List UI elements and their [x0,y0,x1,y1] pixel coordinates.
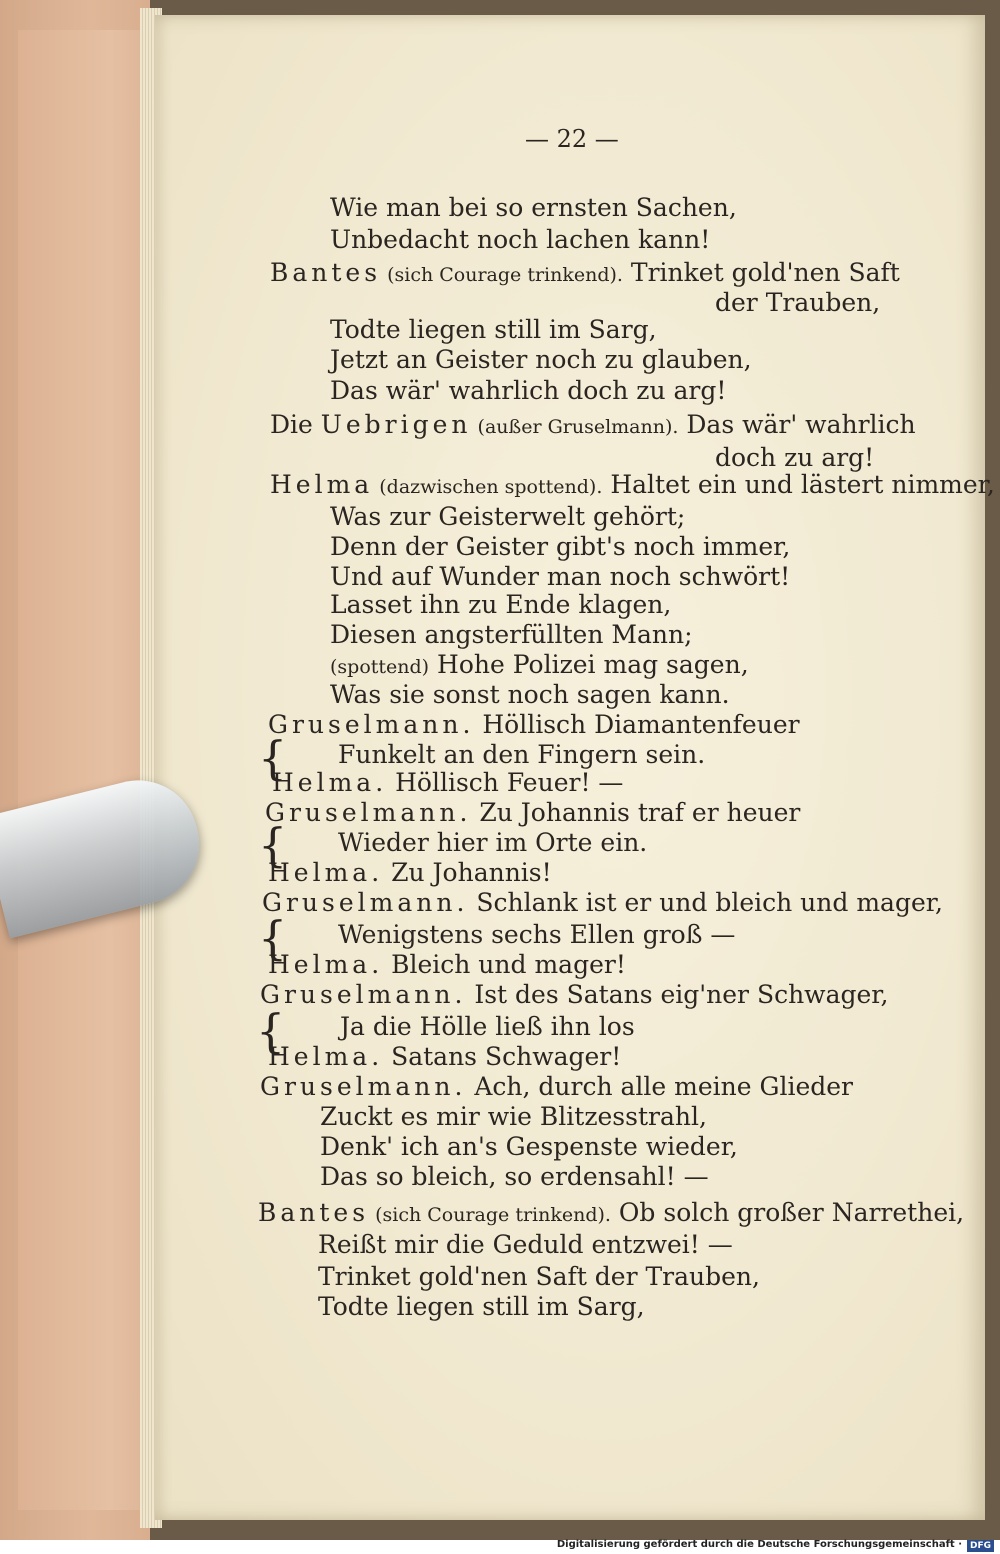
verse-text: Höllisch Diamantenfeuer [474,710,800,739]
speaker-name: Bantes [270,258,382,287]
verse-text: Unbedacht noch lachen kann! [330,225,711,254]
text-line [268,1042,621,1072]
text-line [260,980,888,1010]
verse-text: Das wär' wahrlich [678,410,916,439]
text-line [265,798,800,828]
speaker-name: Bantes [258,1198,370,1227]
speaker-name: Gruselmann. [262,888,469,917]
text-line [338,740,705,770]
text-line [330,345,752,375]
speaker-name: Gruselmann. [260,980,467,1009]
verse-text: Denn der Geister gibt's noch immer, [330,532,791,561]
brace-symbol: { [256,1004,286,1058]
verse-text: Was zur Geisterwelt gehört; [330,502,686,531]
verse-text: Satans Schwager! [383,1042,622,1071]
verse-text: Diesen angsterfüllten Mann; [330,620,693,649]
speaker-name: Helma. [268,858,384,887]
text-line [272,768,623,798]
footer-credit: Digitalisierung gefördert durch die Deutsche Forschungsgemeinschaft · [556,1539,962,1550]
verse-text: Reißt mir die Geduld entzwei! — [318,1230,733,1259]
verse-text: Ist des Satans eig'ner Schwager, [466,980,889,1009]
text-line [330,502,685,532]
verse-text: Zu Johannis traf er heuer [471,798,801,827]
text-line [268,858,552,888]
speaker-name: Gruselmann. [268,710,475,739]
verse-text: Wenigstens sechs Ellen groß — [338,920,736,949]
verse-text: Zuckt es mir wie Blitzesstrahl, [320,1102,707,1131]
verse-text: Funkelt an den Fingern sein. [338,740,706,769]
text-line [338,920,735,950]
stage-direction: (sich Courage trinkend). [369,1204,611,1226]
brace-symbol: { [258,818,288,872]
speaker-name: Helma [270,470,374,499]
verse-text: Trinket gold'nen Saft [622,258,900,287]
verse-text: Denk' ich an's Gespenste wieder, [320,1132,738,1161]
verse-text: Das so bleich, so erdensahl! — [320,1162,709,1191]
verse-text: Lasset ihn zu Ende klagen, [330,590,672,619]
text-line [330,680,730,710]
text-line [330,315,657,345]
text-line [320,1102,707,1132]
verse-text: Zu Johannis! [383,858,552,887]
speaker-name: Helma. [272,768,388,797]
text-line [330,562,790,592]
text-line [338,828,647,858]
text-line [318,1230,733,1260]
speaker-name: Gruselmann. [265,798,472,827]
text-line [318,1292,645,1322]
text-line [340,1012,635,1042]
verse-text: Und auf Wunder man noch schwört! [330,562,791,591]
text-line [330,193,737,223]
verse-text: Todte liegen still im Sarg, [318,1292,645,1321]
text-line [715,288,880,318]
brace-symbol: { [258,731,288,785]
text-line [258,1198,964,1230]
text-line [330,590,671,620]
verse-text: Hohe Polizei mag sagen, [429,650,749,679]
verse-text: der Trauben, [715,288,881,317]
text-line [330,532,790,562]
verse-text: Schlank ist er und bleich und mager, [468,888,943,917]
text-line [260,1072,853,1102]
stage-direction: (sich Courage trinkend). [381,264,623,286]
cover-inner [18,30,150,1510]
text-line [268,710,800,740]
text-line [320,1162,709,1192]
verse-text: Todte liegen still im Sarg, [330,315,657,344]
verse-text: Höllisch Feuer! — [387,768,624,797]
dfg-logo: DFG [967,1540,994,1552]
speaker-name: Helma. [268,1042,384,1071]
stage-direction: (spottend) [330,656,430,678]
text-line [330,650,749,682]
text-line [270,410,916,442]
text-line [715,443,874,473]
verse-text: Wie man bei so ernsten Sachen, [330,193,737,222]
stage-direction: (außer Gruselmann). [471,416,679,438]
verse-text: Haltet ein und lästert nimmer, [602,470,995,499]
verse-text: Ob solch großer Narrethei, [610,1198,965,1227]
page-number: — 22 — [525,125,619,153]
verse-text: Was sie sonst noch sagen kann. [330,680,730,709]
brace-symbol: { [258,911,288,965]
verse-text: Bleich und mager! [383,950,626,979]
verse-text: Ja die Hölle ließ ihn los [340,1012,635,1041]
text-line [268,950,626,980]
text-line [330,620,693,650]
text-line [270,470,995,502]
verse-text: Trinket gold'nen Saft der Trauben, [318,1262,760,1291]
text-line [330,376,726,406]
verse-text: Die [270,410,321,439]
verse-text: doch zu arg! [715,443,875,472]
verse-text: Wieder hier im Orte ein. [338,828,648,857]
text-line [318,1262,760,1292]
book-cover-board [0,0,150,1540]
speaker-name: Uebrigen [320,410,472,439]
text-line [320,1132,738,1162]
speaker-name: Gruselmann. [260,1072,467,1101]
text-line [330,225,710,255]
verse-text: Ach, durch alle meine Glieder [466,1072,853,1101]
speaker-name: Helma. [268,950,384,979]
stage-direction: (dazwischen spottend). [373,476,603,498]
verse-text: Jetzt an Geister noch zu glauben, [330,345,752,374]
verse-text: Das wär' wahrlich doch zu arg! [330,376,727,405]
text-line [262,888,943,918]
text-line [270,258,900,290]
